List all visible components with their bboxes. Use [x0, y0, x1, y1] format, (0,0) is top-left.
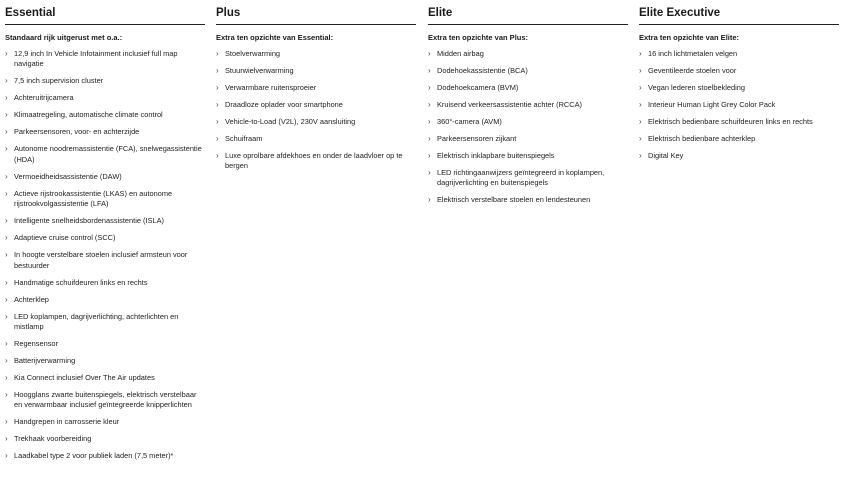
- feature-label: LED richtingaanwijzers geïntegreerd in koplampen, dagrijverlichting en buitenspiegels: [437, 168, 605, 188]
- trim-title: Elite: [428, 6, 628, 25]
- trim-subtitle: Standaard rijk uitgerust met o.a.:: [5, 33, 123, 42]
- trim-title: Essential: [5, 6, 205, 25]
- feature-item: [216, 49, 416, 59]
- feature-label: Dodehoekassistentie (BCA): [437, 66, 528, 75]
- chevron-right-icon: ›: [5, 250, 8, 260]
- feature-label: Elektrisch bedienbare schuifdeuren links en rechts: [648, 117, 813, 126]
- feature-item: [639, 83, 839, 93]
- chevron-right-icon: ›: [428, 117, 431, 126]
- chevron-right-icon: ›: [428, 134, 431, 143]
- chevron-right-icon: ›: [216, 151, 219, 160]
- trim-subtitle: Extra ten opzichte van Elite:: [639, 33, 740, 42]
- feature-label: Klimaatregeling, automatische climate control: [14, 110, 163, 120]
- chevron-right-icon: ›: [216, 117, 219, 126]
- feature-label: Midden airbag: [437, 49, 484, 58]
- chevron-right-icon: ›: [639, 83, 642, 92]
- chevron-right-icon: ›: [216, 66, 219, 75]
- feature-label: Trekhaak voorbereiding: [14, 434, 92, 444]
- feature-label: Intelligente snelheidsbordenassistentie (ISLA): [14, 216, 164, 226]
- feature-label: Verwarmbare ruitensproeier: [225, 83, 317, 92]
- feature-item: [639, 117, 839, 127]
- chevron-right-icon: ›: [5, 171, 8, 181]
- feature-label: Elektrisch verstelbare stoelen en lendesteunen: [437, 195, 591, 205]
- feature-label: 16 inch lichtmetalen velgen: [648, 49, 738, 58]
- feature-label: Achterklep: [14, 294, 49, 304]
- trim-title: Plus: [216, 6, 416, 25]
- feature-label: Luxe oprolbare afdekhoes en onder de laadvloer op te bergen: [225, 151, 403, 171]
- feature-label: Digital Key: [648, 151, 684, 160]
- trim-subtitle: Extra ten opzichte van Essential:: [216, 33, 334, 42]
- chevron-right-icon: ›: [216, 100, 219, 109]
- feature-item: [216, 134, 416, 144]
- feature-label: Actieve rijstrookassistentie (LKAS) en autonome rijstrookvolgassistentie (LFA): [14, 188, 173, 209]
- feature-item: [5, 417, 205, 427]
- feature-label: Laadkabel type 2 voor publiek laden (7,5 meter)*: [14, 451, 174, 461]
- trim-subtitle: Extra ten opzichte van Plus:: [428, 33, 529, 42]
- feature-item: [5, 110, 205, 120]
- chevron-right-icon: ›: [428, 83, 431, 92]
- trim-column-essential: [5, 6, 205, 468]
- chevron-right-icon: ›: [428, 100, 431, 109]
- feature-item: [5, 390, 205, 411]
- feature-label: Autonome noodremassistentie (FCA), snelwegassistentie (HDA): [14, 144, 202, 164]
- chevron-right-icon: ›: [5, 373, 8, 383]
- feature-label: Geventileerde stoelen voor: [648, 66, 737, 75]
- feature-label: Draadloze oplader voor smartphone: [225, 100, 343, 109]
- chevron-right-icon: ›: [639, 49, 642, 58]
- trim-column-plus: [216, 6, 416, 178]
- feature-item: [216, 151, 416, 172]
- feature-label: In hoogte verstelbare stoelen inclusief armsteun voor bestuurder: [14, 250, 188, 270]
- chevron-right-icon: ›: [5, 294, 8, 304]
- trim-title: Elite Executive: [639, 6, 839, 25]
- feature-label: Hoogglans zwarte buitenspiegels, elektrisch verstelbaar en verwarmbaar inclusief geïntegreerde knipperlichten: [14, 390, 197, 410]
- feature-item: [216, 83, 416, 93]
- chevron-right-icon: ›: [5, 390, 8, 400]
- feature-label: Batterijverwarming: [14, 356, 76, 366]
- trim-column-elite-executive: [639, 6, 839, 168]
- chevron-right-icon: ›: [5, 49, 8, 58]
- chevron-right-icon: ›: [428, 66, 431, 75]
- feature-item: [5, 451, 205, 461]
- chevron-right-icon: ›: [5, 311, 8, 321]
- chevron-right-icon: ›: [5, 417, 8, 427]
- feature-item: [428, 195, 628, 205]
- feature-item: [428, 151, 628, 161]
- chevron-right-icon: ›: [639, 151, 642, 160]
- feature-label: 7,5 inch supervision cluster: [14, 76, 104, 86]
- feature-label: Dodehoekcamera (BVM): [437, 83, 519, 92]
- chevron-right-icon: ›: [216, 49, 219, 58]
- chevron-right-icon: ›: [5, 216, 8, 226]
- feature-item: [639, 49, 839, 59]
- feature-item: [5, 216, 205, 226]
- feature-item: [5, 233, 205, 243]
- feature-label: Kia Connect inclusief Over The Air updates: [14, 373, 155, 383]
- chevron-right-icon: ›: [5, 110, 8, 120]
- chevron-right-icon: ›: [5, 233, 8, 243]
- feature-item: [5, 49, 205, 70]
- feature-item: [5, 127, 205, 137]
- feature-item: [5, 312, 205, 333]
- chevron-right-icon: ›: [5, 93, 8, 103]
- feature-item: [428, 168, 628, 189]
- chevron-right-icon: ›: [639, 66, 642, 75]
- feature-label: Elektrisch bedienbare achterklep: [648, 134, 756, 143]
- chevron-right-icon: ›: [428, 49, 431, 58]
- feature-item: [5, 93, 205, 103]
- feature-item: [5, 76, 205, 86]
- feature-label: 360°-camera (AVM): [437, 117, 502, 126]
- feature-label: 12,9 inch In Vehicle Infotainment inclusief full map navigatie: [14, 49, 178, 69]
- trim-column-elite: [428, 6, 628, 212]
- chevron-right-icon: ›: [639, 134, 642, 143]
- feature-label: Stuurwielverwarming: [225, 66, 294, 75]
- feature-list: [216, 49, 416, 172]
- feature-item: [639, 134, 839, 144]
- chevron-right-icon: ›: [216, 134, 219, 143]
- feature-item: [5, 278, 205, 288]
- feature-label: Kruisend verkeersassistentie achter (RCCA): [437, 100, 582, 109]
- chevron-right-icon: ›: [428, 195, 431, 205]
- feature-label: Achteruitrijcamera: [14, 93, 74, 103]
- chevron-right-icon: ›: [5, 144, 8, 154]
- chevron-right-icon: ›: [5, 434, 8, 444]
- chevron-right-icon: ›: [428, 168, 431, 177]
- feature-label: Interieur Human Light Grey Color Pack: [648, 100, 776, 109]
- feature-label: Vegan lederen stoelbekleding: [648, 83, 745, 92]
- chevron-right-icon: ›: [639, 117, 642, 126]
- chevron-right-icon: ›: [428, 151, 431, 160]
- feature-item: [428, 83, 628, 93]
- feature-list: [639, 49, 839, 161]
- feature-item: [5, 339, 205, 349]
- feature-item: [428, 134, 628, 144]
- feature-item: [639, 151, 839, 161]
- chevron-right-icon: ›: [5, 339, 8, 349]
- feature-item: [216, 117, 416, 127]
- feature-label: Elektrisch inklapbare buitenspiegels: [437, 151, 555, 160]
- feature-item: [428, 49, 628, 59]
- feature-item: [5, 434, 205, 444]
- feature-item: [216, 100, 416, 110]
- feature-item: [5, 144, 205, 165]
- feature-item: [5, 373, 205, 383]
- feature-item: [5, 295, 205, 305]
- feature-label: LED koplampen, dagrijverlichting, achterlichten en mistlamp: [14, 311, 179, 332]
- chevron-right-icon: ›: [216, 83, 219, 92]
- chevron-right-icon: ›: [5, 188, 8, 198]
- chevron-right-icon: ›: [5, 76, 8, 86]
- feature-item: [428, 100, 628, 110]
- feature-label: Regensensor: [14, 339, 58, 349]
- feature-label: Schuifraam: [225, 134, 263, 143]
- feature-item: [5, 250, 205, 271]
- feature-label: Adaptieve cruise control (SCC): [14, 233, 116, 243]
- feature-item: [216, 66, 416, 76]
- chevron-right-icon: ›: [639, 100, 642, 109]
- feature-label: Vehicle-to-Load (V2L), 230V aansluiting: [225, 117, 356, 126]
- chevron-right-icon: ›: [5, 356, 8, 366]
- feature-list: [428, 49, 628, 206]
- feature-item: [5, 356, 205, 366]
- chevron-right-icon: ›: [5, 127, 8, 137]
- feature-label: Handmatige schuifdeuren links en rechts: [14, 277, 148, 287]
- feature-label: Vermoeidheidsassistentie (DAW): [14, 171, 122, 181]
- feature-item: [639, 100, 839, 110]
- feature-label: Stoelverwarming: [225, 49, 281, 58]
- feature-item: [639, 66, 839, 76]
- chevron-right-icon: ›: [5, 277, 8, 287]
- feature-item: [5, 189, 205, 210]
- feature-label: Parkeersensoren zijkant: [437, 134, 517, 143]
- feature-item: [5, 172, 205, 182]
- feature-item: [428, 66, 628, 76]
- feature-label: Parkeersensoren, voor- en achterzijde: [14, 127, 140, 137]
- feature-item: [428, 117, 628, 127]
- feature-label: Handgrepen in carrosserie kleur: [14, 417, 120, 427]
- chevron-right-icon: ›: [5, 451, 8, 461]
- feature-list: [5, 49, 205, 462]
